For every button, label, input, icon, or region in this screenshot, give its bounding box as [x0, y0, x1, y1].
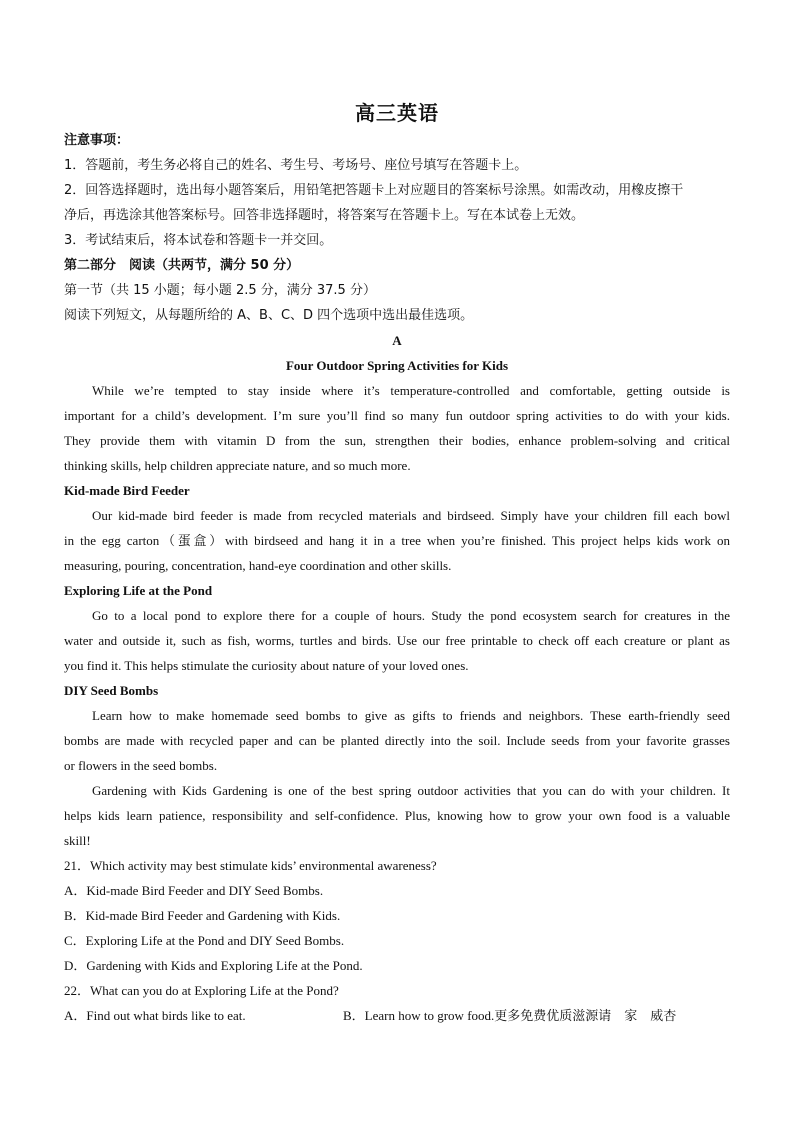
pond-line-2: water and outside it, such as fish, worms, turtles and birds. Use our free printable to check off each creature or plant as [64, 633, 730, 648]
intro-line-1: While we’re tempted to stay inside where it’s temperature-controlled and comfortable, getting outside is [92, 383, 730, 398]
gardening-line-2: helps kids learn patience, responsibility and self-confidence. Plus, knowing how to grow your own food is a valuable [64, 808, 730, 823]
q22-stem: 22．What can you do at Exploring Life at the Pond? [64, 983, 339, 998]
notice-item-2-cont: 净后，再选涂其他答案标号。回答非选择题时，将答案写在答题卡上。写在本试卷上无效。 [64, 208, 585, 223]
section-instruction: 阅读下列短文，从每题所给的 A、B、C、D 四个选项中选出最佳选项。 [64, 308, 474, 323]
q21-option-c: C．Exploring Life at the Pond and DIY Seed Bombs. [64, 933, 345, 948]
section-heading: 第二部分 阅读（共两节，满分 50 分） [64, 258, 300, 273]
q21-stem: 21．Which activity may best stimulate kids’ environmental awareness? [64, 858, 437, 873]
page-title: 高三英语 [355, 103, 439, 125]
q22-row [64, 1008, 730, 1024]
q22-option-a: A．Find out what birds like to eat. [64, 1008, 246, 1023]
q21-option-b: B．Kid-made Bird Feeder and Gardening with Kids. [64, 908, 341, 923]
passage-letter: A [392, 333, 402, 348]
section-subheading: 第一节（共 15 小题；每小题 2.5 分，满分 37.5 分） [64, 283, 376, 298]
seed-bombs-line-1: Learn how to make homemade seed bombs to give as gifts to friends and neighbors. These earth-friendly seed [92, 708, 730, 723]
bird-feeder-heading: Kid-made Bird Feeder [64, 483, 190, 498]
notice-heading: 注意事项： [64, 133, 130, 148]
seed-bombs-heading: DIY Seed Bombs [64, 683, 159, 698]
bird-feeder-line-3: measuring, pouring, concentration, hand-eye coordination and other skills. [64, 558, 452, 573]
gardening-line-1: Gardening with Kids Gardening is one of the best spring outdoor activities that you can do with your children. It [92, 783, 730, 798]
q21-option-d: D．Gardening with Kids and Exploring Life at the Pond. [64, 958, 363, 973]
seed-bombs-line-3: or flowers in the seed bombs. [64, 758, 218, 773]
intro-line-3: They provide them with vitamin D from the sun, strengthen their bodies, enhance problem-solving and critical [64, 433, 730, 448]
gardening-line-3: skill! [64, 833, 91, 848]
pond-line-3: you find it. This helps stimulate the curiosity about nature of your loved ones. [64, 658, 469, 673]
intro-line-4: thinking skills, help children appreciate nature, and so much more. [64, 458, 411, 473]
pond-heading: Exploring Life at the Pond [64, 583, 213, 598]
notice-item-2: 2．回答选择题时，选出每小题答案后，用铅笔把答题卡上对应题目的答案标号涂黑。如需改动，用橡皮擦干 [64, 183, 684, 198]
q22-option-b-group [343, 1008, 676, 1025]
notice-item-1: 1．答题前，考生务必将自己的姓名、考生号、考场号、座位号填写在答题卡上。 [64, 158, 528, 173]
q21-option-a: A．Kid-made Bird Feeder and DIY Seed Bombs. [64, 883, 324, 898]
seed-bombs-line-2: bombs are made with recycled paper and can be planted directly into the soil. Include seeds from your favorite grasses [64, 733, 730, 748]
q22-option-b: B．Learn how to grow food. [343, 1008, 495, 1023]
notice-item-3: 3．考试结束后，将本试卷和答题卡一并交回。 [64, 233, 333, 248]
bird-feeder-line-2: in the egg carton（蛋盒）with birdseed and hang it in a tree when you’re finished. This project helps kids work on [64, 533, 730, 548]
passage-title: Four Outdoor Spring Activities for Kids [285, 358, 509, 373]
watermark-text: 更多免费优质滋源请 家 威杏 [494, 1009, 677, 1024]
bird-feeder-line-1: Our kid-made bird feeder is made from recycled materials and birdseed. Simply have your children fill each bowl [92, 508, 730, 523]
intro-line-2: important for a child’s development. I’m sure you’ll find so many fun outdoor spring activities to do with your kids. [64, 408, 730, 423]
pond-line-1: Go to a local pond to explore there for a couple of hours. Study the pond ecosystem search for creatures in the [92, 608, 730, 623]
